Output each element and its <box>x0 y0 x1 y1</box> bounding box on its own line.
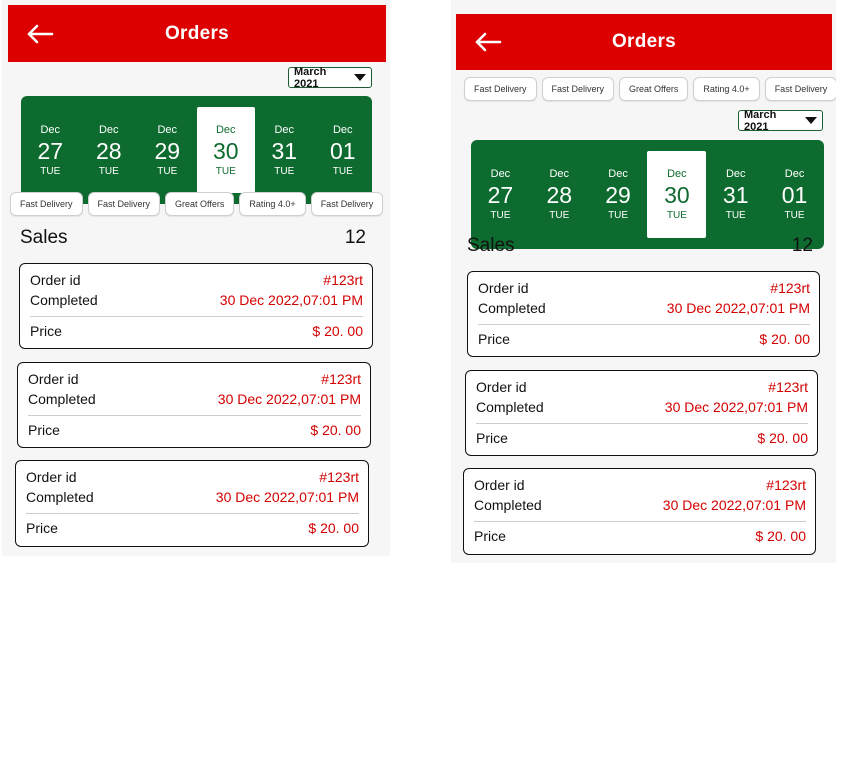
chip-fast-delivery[interactable]: Fast Delivery <box>88 192 161 216</box>
order-card[interactable] <box>463 468 816 555</box>
date-month: Dec <box>667 168 687 180</box>
order-datetime: 30 Dec 2022,07:01 PM <box>217 391 361 407</box>
order-id: #123rt <box>319 469 359 485</box>
date-number: 29 <box>154 137 181 164</box>
month-dropdown[interactable] <box>288 67 372 88</box>
date-strip <box>21 96 372 204</box>
order-price: $ 20. 00 <box>310 422 361 438</box>
price-label: Price <box>30 323 62 339</box>
order-card[interactable] <box>465 370 818 456</box>
month-dropdown-value: March 2021 <box>744 108 777 133</box>
date-weekday: TUE <box>490 210 511 221</box>
sales-summary <box>20 227 366 249</box>
date-weekday: TUE <box>608 210 629 221</box>
date-month: Dec <box>157 123 178 136</box>
divider <box>476 423 808 424</box>
app-header <box>8 5 386 62</box>
date-item[interactable] <box>314 107 373 193</box>
order-id-label: Order id <box>26 469 77 485</box>
date-item[interactable] <box>471 151 530 238</box>
price-label: Price <box>476 430 508 446</box>
order-datetime: 30 Dec 2022,07:01 PM <box>662 497 806 513</box>
arrow-left-icon[interactable] <box>474 32 502 52</box>
chip-rating[interactable]: Rating 4.0+ <box>693 77 759 101</box>
date-item[interactable] <box>589 151 648 238</box>
date-month: Dec <box>784 168 805 180</box>
date-weekday: TUE <box>215 165 236 177</box>
date-number: 28 <box>95 137 122 164</box>
date-number: 01 <box>329 137 356 164</box>
date-number: 30 <box>664 182 690 208</box>
page-title: Orders <box>611 31 677 52</box>
order-id-label: Order id <box>474 477 525 493</box>
date-item[interactable] <box>530 151 589 238</box>
order-price: $ 20. 00 <box>308 520 359 536</box>
date-weekday: TUE <box>666 210 687 221</box>
caret-down-icon <box>805 117 817 124</box>
orders-screen-variant-b <box>451 0 836 563</box>
order-id-label: Order id <box>28 371 79 387</box>
order-card[interactable] <box>17 362 371 448</box>
date-number: 27 <box>37 137 64 164</box>
order-datetime: 30 Dec 2022,07:01 PM <box>215 489 359 505</box>
price-label: Price <box>28 422 60 438</box>
order-status: Completed <box>474 497 542 513</box>
date-weekday: TUE <box>40 165 61 177</box>
chip-fast-delivery[interactable]: Fast Delivery <box>464 77 537 101</box>
order-status: Completed <box>30 292 98 308</box>
date-number: 31 <box>722 182 749 208</box>
order-id: #123rt <box>768 379 808 395</box>
chip-great-offers[interactable]: Great Offers <box>165 192 234 216</box>
date-number: 31 <box>271 137 298 164</box>
month-dropdown-value: March 2021 <box>294 65 327 90</box>
date-number: 29 <box>605 182 631 208</box>
divider <box>28 415 361 416</box>
caret-down-icon <box>354 74 366 81</box>
sales-count: 12 <box>344 227 366 248</box>
date-strip <box>471 140 824 249</box>
date-month: Dec <box>274 123 295 136</box>
order-status: Completed <box>28 391 96 407</box>
order-id: #123rt <box>321 371 361 387</box>
order-status: Completed <box>478 300 546 316</box>
order-card[interactable] <box>467 271 820 357</box>
order-price: $ 20. 00 <box>757 430 808 446</box>
divider <box>30 316 363 317</box>
filter-chips <box>10 192 383 216</box>
date-weekday: TUE <box>725 210 746 221</box>
date-weekday: TUE <box>98 165 119 177</box>
divider <box>478 324 810 325</box>
date-item[interactable] <box>138 107 197 193</box>
order-price: $ 20. 00 <box>759 331 810 347</box>
date-item[interactable] <box>21 107 80 193</box>
date-month: Dec <box>215 123 236 136</box>
sales-label: Sales <box>20 227 68 248</box>
date-item[interactable] <box>765 151 824 238</box>
order-card[interactable] <box>15 460 369 547</box>
date-number: 30 <box>212 137 239 164</box>
date-weekday: TUE <box>274 165 295 177</box>
sales-summary <box>467 235 813 257</box>
orders-screen-variant-a <box>2 0 390 556</box>
price-label: Price <box>474 528 506 544</box>
date-weekday: TUE <box>157 165 178 177</box>
date-month: Dec <box>40 123 61 136</box>
price-label: Price <box>26 520 58 536</box>
date-item-selected[interactable] <box>647 151 706 238</box>
app-header <box>456 14 832 70</box>
order-status: Completed <box>26 489 94 505</box>
sales-label: Sales <box>467 235 515 256</box>
divider <box>26 513 359 514</box>
date-weekday: TUE <box>549 210 570 221</box>
date-item-selected[interactable] <box>197 107 256 193</box>
date-month: Dec <box>608 168 628 180</box>
price-label: Price <box>478 331 510 347</box>
chip-rating[interactable]: Rating 4.0+ <box>239 192 305 216</box>
date-weekday: TUE <box>332 165 353 177</box>
divider <box>474 521 806 522</box>
chip-fast-delivery[interactable]: Fast Delivery <box>542 77 615 101</box>
date-month: Dec <box>490 168 511 180</box>
chip-fast-delivery[interactable]: Fast Delivery <box>765 77 836 101</box>
order-datetime: 30 Dec 2022,07:01 PM <box>666 300 810 316</box>
filter-chips <box>464 77 836 101</box>
date-month: Dec <box>549 168 570 180</box>
date-month: Dec <box>98 123 119 136</box>
date-month: Dec <box>332 123 353 136</box>
page-title: Orders <box>164 22 230 44</box>
date-item[interactable] <box>80 107 139 193</box>
order-id: #123rt <box>323 272 363 288</box>
date-item[interactable] <box>706 151 765 238</box>
sales-count: 12 <box>791 235 813 256</box>
date-month: Dec <box>725 168 746 180</box>
order-price: $ 20. 00 <box>312 323 363 339</box>
date-weekday: TUE <box>784 210 805 221</box>
arrow-left-icon[interactable] <box>26 24 54 44</box>
order-datetime: 30 Dec 2022,07:01 PM <box>664 399 808 415</box>
date-item[interactable] <box>255 107 314 193</box>
order-id: #123rt <box>766 477 806 493</box>
order-datetime: 30 Dec 2022,07:01 PM <box>219 292 363 308</box>
order-id-label: Order id <box>30 272 81 288</box>
date-number: 27 <box>487 182 514 208</box>
order-id-label: Order id <box>478 280 529 296</box>
chip-great-offers[interactable]: Great Offers <box>619 77 688 101</box>
order-status: Completed <box>476 399 544 415</box>
date-number: 28 <box>546 182 573 208</box>
chip-fast-delivery[interactable]: Fast Delivery <box>10 192 83 216</box>
chip-fast-delivery[interactable]: Fast Delivery <box>311 192 384 216</box>
date-number: 01 <box>781 182 808 208</box>
order-id-label: Order id <box>476 379 527 395</box>
order-card[interactable] <box>19 263 373 349</box>
order-price: $ 20. 00 <box>755 528 806 544</box>
order-id: #123rt <box>770 280 810 296</box>
month-dropdown[interactable] <box>738 110 823 131</box>
